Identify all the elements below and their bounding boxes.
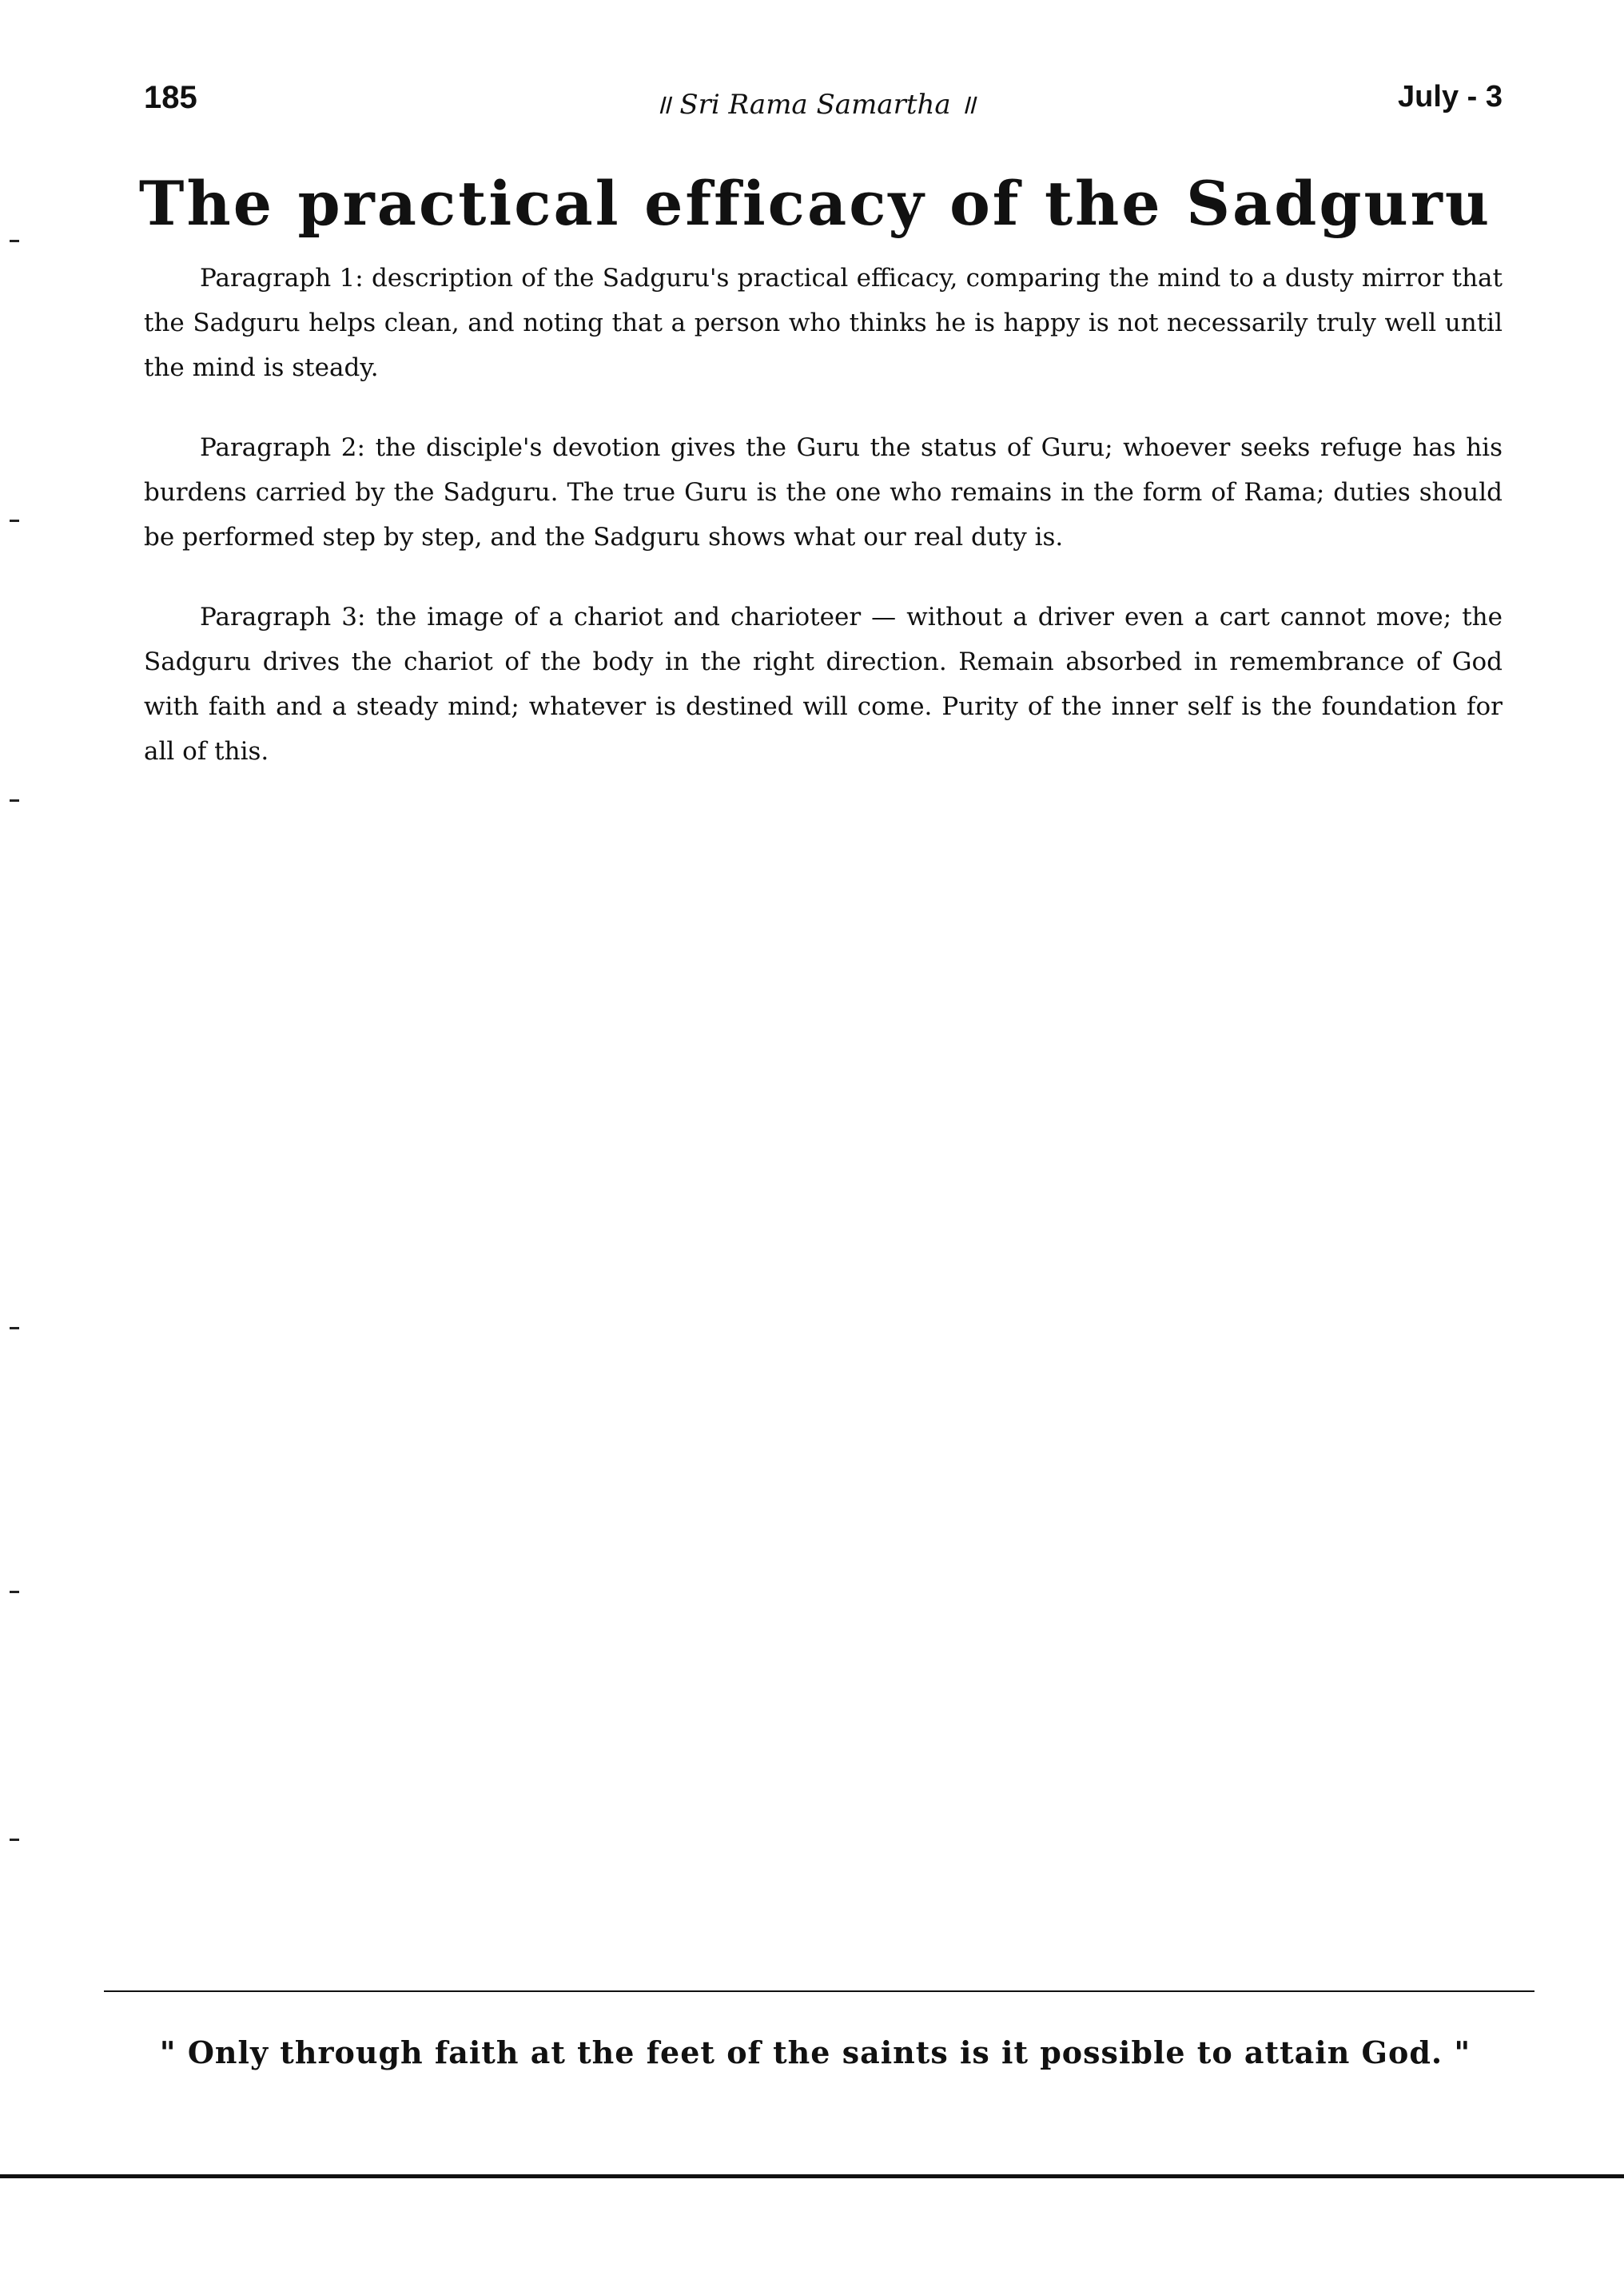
margin-mark [10, 1327, 19, 1329]
margin-mark [10, 1591, 19, 1593]
paragraph-2: Paragraph 2: the disciple's devotion gives the Guru the status of Guru; whoever seeks refuge has his burdens carried by the Sadguru. The true Guru is the one who remains in the form of Rama; duties should be performed step by step, and the Sadguru shows what our real duty is. [144, 433, 1503, 552]
page-number: 185 [144, 80, 197, 115]
body-text [144, 256, 1503, 809]
paragraph-1: Paragraph 1: description of the Sadguru's practical efficacy, comparing the mind to a dusty mirror that the Sadguru helps clean, and noting that a person who thinks he is happy is not necessarily truly well until the mind is steady. [144, 264, 1503, 382]
page-bottom-rule [0, 2174, 1624, 2178]
margin-mark [10, 520, 19, 522]
paragraph-3: Paragraph 3: the image of a chariot and charioteer — without a driver even a cart cannot move; the Sadguru drives the chariot of the body in the right direction. Remain absorbed in remembrance of God with faith and a steady mind; whatever is destined will come. Purity of the inner self is the foundation for all of this. [144, 603, 1503, 766]
header-date: July - 3 [1398, 80, 1503, 114]
margin-mark [10, 799, 19, 802]
divider-line [104, 1990, 1534, 1992]
footer-quote: " Only through faith at the feet of the saints is it possible to attain God. " [159, 2034, 1471, 2070]
document-page [96, 72, 1534, 2230]
header-invocation: ॥ Sri Rama Samartha ॥ [655, 89, 976, 121]
page-title: The practical efficacy of the Sadguru [138, 168, 1492, 239]
margin-mark [10, 240, 19, 242]
margin-mark [10, 1839, 19, 1841]
page-header [96, 72, 1534, 144]
